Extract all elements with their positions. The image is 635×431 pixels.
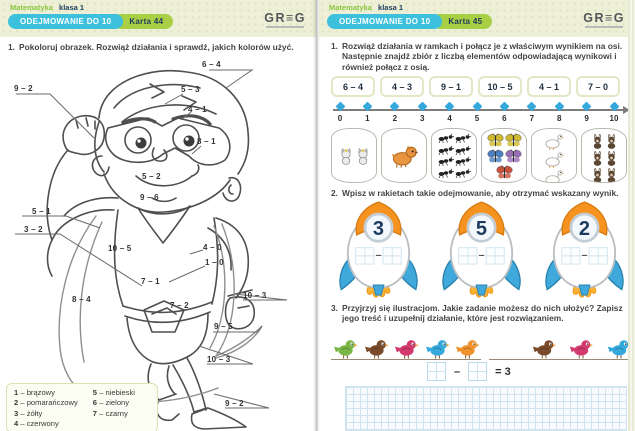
rocket-result-number: 5 xyxy=(475,217,488,240)
grade-label: klasa 1 xyxy=(59,3,85,12)
tick-diamond-icon xyxy=(554,102,564,112)
tick-label: 6 xyxy=(502,114,507,123)
rabbit-icon xyxy=(605,167,618,183)
legend-item: 2 – pomarańczowy xyxy=(14,398,78,408)
legend-number: 4 xyxy=(14,418,19,428)
axis-tick xyxy=(580,102,594,123)
axis-tick xyxy=(333,102,347,123)
bird-icon xyxy=(424,338,450,359)
goose-icon xyxy=(544,133,564,150)
coloring-equation-label: 6 – 4 xyxy=(202,60,221,69)
tick-diamond-icon xyxy=(582,102,592,112)
topic-pill: ODEJMOWANIE DO 10 xyxy=(327,14,442,29)
legend-color-name: niebieski xyxy=(105,388,135,397)
header-band xyxy=(319,0,635,37)
bird-icon xyxy=(454,338,480,359)
equation-result: = 3 xyxy=(495,365,511,378)
subject-label: Matematyka xyxy=(10,3,53,12)
axis-tick xyxy=(388,102,402,123)
tick-diamond-icon xyxy=(527,102,537,112)
rabbit-icon xyxy=(605,150,618,166)
legend-color-name: czarny xyxy=(105,408,128,418)
task-text: Przyjrzyj się ilustracjom. Jakie zadanie możesz do nich ułożyć? Zapisz jego treść i uzupełnij działanie, które jest rozwiązaniem. xyxy=(342,303,623,324)
butterfly-icon xyxy=(487,149,504,164)
rabbit-icon xyxy=(591,150,604,166)
bird-icon xyxy=(393,338,419,359)
task-text: Rozwiąż działania w ramkach i połącz je z właściwym wynikiem na osi. Następnie znajdź zbiór z liczbą elementów odpowiadającą wynikowi i również połącz z osią. xyxy=(342,41,623,72)
ant-icon xyxy=(455,156,471,166)
axis-tick xyxy=(497,102,511,123)
left-page xyxy=(0,0,316,431)
legend-number: 2 xyxy=(14,398,19,408)
axis-tick xyxy=(607,102,621,123)
answer-equation xyxy=(427,362,511,381)
rocket-minus-sign: – xyxy=(478,249,485,262)
tick-diamond-icon xyxy=(472,102,482,112)
subtraction-box: 10 – 5 xyxy=(478,76,522,97)
rocket-result-number: 2 xyxy=(578,217,591,240)
coloring-equation-label: 8 – 4 xyxy=(72,295,91,304)
tick-diamond-icon xyxy=(609,102,619,112)
subtraction-box: 9 – 1 xyxy=(429,76,473,97)
card-pill: Karta 44 xyxy=(113,14,173,29)
rabbit-icon xyxy=(591,167,604,183)
legend-number: 1 xyxy=(14,388,19,397)
grade-label: klasa 1 xyxy=(378,3,404,12)
tick-diamond-icon xyxy=(445,102,455,112)
coloring-equation-label: 10 – 3 xyxy=(243,291,267,300)
task-1-left xyxy=(8,42,310,52)
tick-diamond-icon xyxy=(499,102,509,112)
coloring-equation-label: 3 – 2 xyxy=(24,225,43,234)
legend-item: 6 – zielony xyxy=(92,398,130,408)
title-pills xyxy=(327,14,492,29)
task-3 xyxy=(331,303,631,324)
number-line xyxy=(333,102,629,128)
dog-icon xyxy=(389,143,419,168)
coloring-equation-label: 9 – 6 xyxy=(140,193,159,202)
coloring-equation-label: 4 – 0 xyxy=(203,243,222,252)
legend-item: 5 – niebieski xyxy=(92,388,135,397)
rabbit-icon xyxy=(605,133,618,149)
coloring-equation-label: 5 – 1 xyxy=(32,207,51,216)
tick-diamond-icon xyxy=(335,102,345,112)
color-legend xyxy=(6,383,158,431)
axis-tick xyxy=(360,102,374,123)
answer-grid-box xyxy=(427,362,446,381)
axis-tick xyxy=(552,102,566,123)
answer-grid-box xyxy=(468,362,487,381)
animal-sets-row xyxy=(331,128,627,183)
task-number: 1. xyxy=(8,42,15,52)
graph-paper xyxy=(345,386,627,431)
tick-label: 2 xyxy=(392,114,398,123)
legend-color-name: pomarańczowy xyxy=(26,398,78,408)
coloring-equation-label: 5 – 2 xyxy=(142,172,161,181)
coloring-equation-label: 9 – 2 xyxy=(14,84,33,93)
coloring-equation-label: 7 – 2 xyxy=(170,301,189,310)
card-pill: Karta 45 xyxy=(432,14,492,29)
subject-label: Matematyka xyxy=(329,3,372,12)
coloring-equation-label: 7 – 1 xyxy=(141,277,160,286)
task-text: Pokoloruj obrazek. Rozwiąż działania i sprawdź, jakich kolorów użyć. xyxy=(19,42,294,52)
rocket xyxy=(333,200,424,304)
coloring-equation-label: 5 – 3 xyxy=(181,85,200,94)
butterfly-icon xyxy=(487,133,504,148)
book-spine xyxy=(313,0,320,431)
coloring-equation-label: 10 – 3 xyxy=(207,355,231,364)
bird-icon xyxy=(363,338,389,359)
page-edges xyxy=(628,0,635,431)
task-1-right xyxy=(331,41,629,72)
legend-number: 3 xyxy=(14,408,19,418)
ant-icon xyxy=(438,168,454,178)
superhero-coloring-drawing xyxy=(2,56,312,431)
ant-icon xyxy=(438,133,454,143)
axis-tick xyxy=(470,102,484,123)
butterfly-icon xyxy=(505,133,522,148)
task-2 xyxy=(331,188,629,198)
animal-set-box-dog xyxy=(381,128,427,183)
legend-number: 6 xyxy=(92,398,97,408)
animal-set-box-rabbit xyxy=(581,128,627,183)
coloring-equation-label: 4 – 1 xyxy=(188,105,207,114)
greg-logo: GR≡G xyxy=(583,11,625,28)
bird-icon xyxy=(531,338,556,359)
equation-boxes-row xyxy=(331,76,620,97)
cat-icon xyxy=(338,147,354,165)
coloring-equation-label: 10 – 5 xyxy=(108,244,132,253)
animal-set-box-ant xyxy=(431,128,477,183)
tick-label: 9 xyxy=(584,114,589,123)
axis-tick xyxy=(525,102,539,123)
tick-label: 10 xyxy=(609,114,619,123)
coloring-equation-label: 8 – 1 xyxy=(197,137,216,146)
subtraction-box: 7 – 0 xyxy=(576,76,620,97)
birds-illustration xyxy=(319,330,635,360)
legend-color-name: żółty xyxy=(26,408,43,418)
task-number: 2. xyxy=(331,188,338,198)
right-page xyxy=(319,0,635,431)
ant-icon xyxy=(455,133,471,143)
rocket-result-number: 3 xyxy=(372,217,385,240)
bird-wire-2 xyxy=(489,338,631,360)
coloring-equation-label: 9 – 2 xyxy=(225,399,244,408)
butterfly-icon xyxy=(496,165,513,180)
rocket xyxy=(539,200,630,304)
animal-set-box-cat xyxy=(331,128,377,183)
axis-tick xyxy=(443,102,457,123)
legend-color-name: zielony xyxy=(105,398,130,408)
rockets-row xyxy=(333,200,630,304)
legend-item: 1 – brązowy xyxy=(14,388,55,397)
header-band xyxy=(0,0,316,37)
legend-color-name: czerwony xyxy=(26,418,59,428)
tick-diamond-icon xyxy=(417,102,427,112)
coloring-equation-label: 1 – 0 xyxy=(205,258,224,267)
legend-number: 5 xyxy=(92,388,97,397)
goose-icon xyxy=(544,151,564,168)
minus-sign: – xyxy=(454,365,461,378)
tick-label: 1 xyxy=(365,114,370,123)
animal-set-box-goose xyxy=(531,128,577,183)
tick-diamond-icon xyxy=(390,102,400,112)
tick-label: 8 xyxy=(556,114,562,123)
task-number: 3. xyxy=(331,303,338,313)
task-text: Wpisz w rakietach takie odejmowanie, aby otrzymać wskazany wynik. xyxy=(342,188,619,198)
greg-logo: GR≡G xyxy=(264,11,306,28)
task-number: 1. xyxy=(331,41,338,51)
legend-number: 7 xyxy=(92,408,97,418)
rocket-graphic xyxy=(436,200,527,299)
rocket-graphic xyxy=(333,200,424,299)
animal-set-box-butterfly xyxy=(481,128,527,183)
rocket-minus-sign: – xyxy=(581,249,588,262)
legend-color-name: brązowy xyxy=(26,388,55,397)
rocket-graphic xyxy=(539,200,630,299)
legend-item: 3 – żółty xyxy=(14,408,43,418)
topic-pill: ODEJMOWANIE DO 10 xyxy=(8,14,123,29)
tick-label: 7 xyxy=(529,114,535,123)
ant-icon xyxy=(455,145,471,155)
butterfly-icon xyxy=(505,149,522,164)
tick-diamond-icon xyxy=(362,102,372,112)
subtraction-box: 6 – 4 xyxy=(331,76,375,97)
subtraction-box: 4 – 3 xyxy=(380,76,424,97)
bird-wire-1 xyxy=(331,338,481,360)
title-pills xyxy=(8,14,173,29)
legend-item: 7 – czarny xyxy=(92,408,128,418)
tick-label: 0 xyxy=(337,114,343,123)
rocket xyxy=(436,200,527,304)
ant-icon xyxy=(438,156,454,166)
axis-tick xyxy=(415,102,429,123)
coloring-equation-label: 9 – 5 xyxy=(214,322,233,331)
rocket-minus-sign: – xyxy=(375,249,382,262)
rabbit-icon xyxy=(591,133,604,149)
bird-icon xyxy=(332,338,358,359)
tick-label: 4 xyxy=(447,114,452,123)
subtraction-box: 4 – 1 xyxy=(527,76,571,97)
ant-icon xyxy=(455,168,471,178)
tick-label: 5 xyxy=(474,114,480,123)
subject-line xyxy=(10,3,84,12)
legend-item: 4 – czerwony xyxy=(14,418,59,428)
ant-icon xyxy=(438,145,454,155)
subject-line xyxy=(329,3,403,12)
goose-icon xyxy=(544,169,564,183)
tick-label: 3 xyxy=(419,114,425,123)
bird-icon xyxy=(568,338,593,359)
cat-icon xyxy=(355,147,371,165)
